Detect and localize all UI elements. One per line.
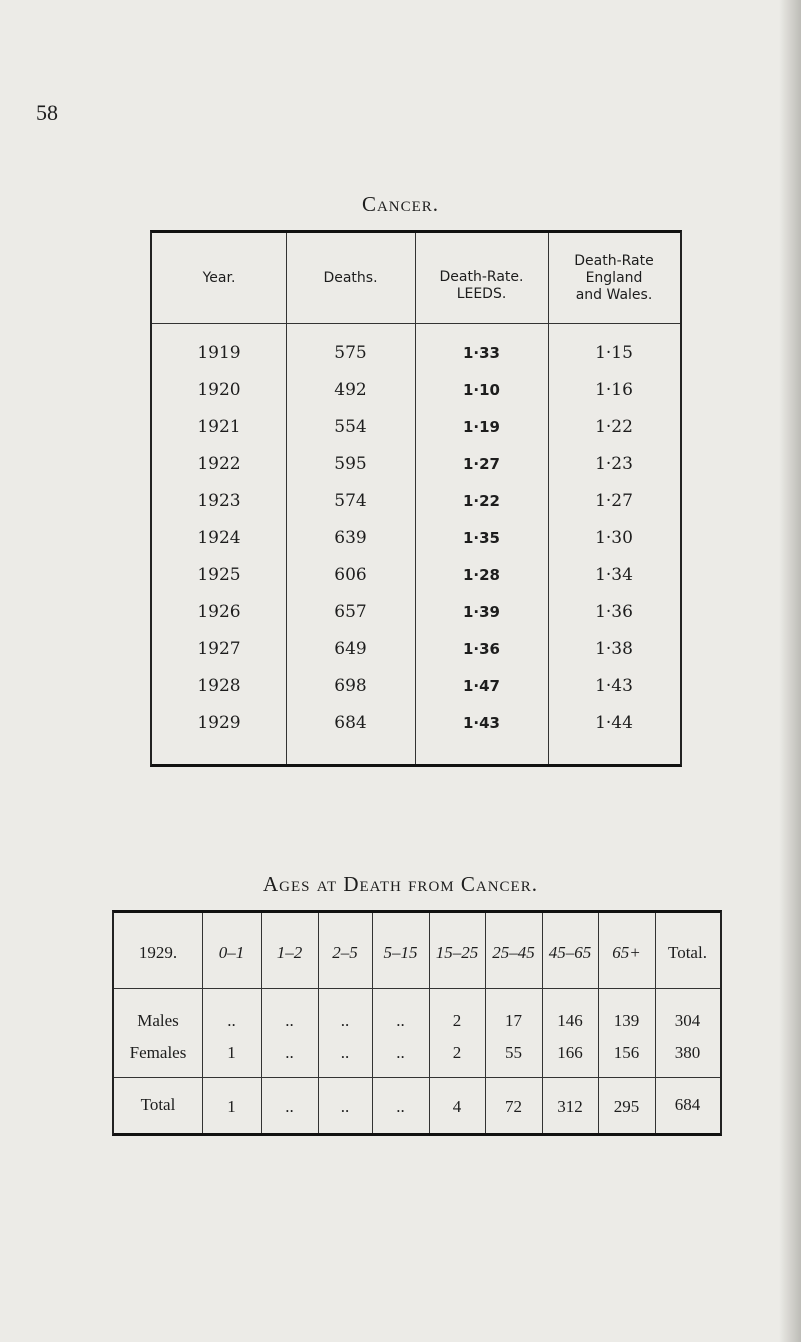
cell-value: 146: [557, 1011, 583, 1030]
cell-value: ..: [396, 1097, 405, 1116]
cell-value: ..: [285, 1043, 294, 1062]
row-label-males: Males: [137, 1011, 179, 1030]
cell-rate-england-wales: 1·16: [595, 380, 633, 400]
cell-rate-leeds: 1·35: [462, 529, 500, 547]
cell-rate-england-wales: 1·15: [595, 343, 633, 363]
cell-deaths: 554: [334, 417, 367, 437]
cell-rate-leeds: 1·10: [462, 381, 500, 399]
cell-rate-england-wales: 1·22: [595, 417, 633, 437]
ages-at-death-table: [112, 910, 722, 1136]
total-divider: [114, 1077, 720, 1078]
cell-rate-leeds: 1·39: [462, 603, 500, 621]
cell-year: 1924: [197, 528, 241, 548]
header-age-1-2: 1–2: [276, 943, 303, 962]
cell-year: 1923: [197, 491, 241, 511]
cell-year: 1921: [197, 417, 241, 437]
cell-rate-england-wales: 1·43: [595, 676, 633, 696]
table-row: [152, 336, 680, 370]
header-age-2-5: 2–5: [332, 943, 358, 962]
cell-value: 295: [613, 1097, 640, 1116]
cell-rate-england-wales: 1·30: [595, 528, 633, 548]
cell-rate-leeds: 1·43: [462, 714, 500, 732]
header-age-0-1: 0–1: [218, 943, 245, 962]
cancer-title: Cancer.: [361, 192, 440, 216]
cell-value: ..: [340, 1011, 350, 1030]
cancer-death-rate-table: [150, 230, 682, 767]
table-row: [152, 558, 680, 592]
cell-rate-england-wales: 1·36: [595, 602, 633, 622]
row-label-females: Females: [129, 1043, 187, 1062]
cell-year: 1927: [197, 639, 241, 659]
cell-value: ..: [285, 1097, 294, 1116]
header-total: Total.: [668, 943, 707, 962]
ages-title: Ages at Death from Cancer.: [263, 872, 538, 896]
cell-rate-leeds: 1·47: [462, 677, 500, 695]
cell-deaths: 595: [334, 454, 367, 474]
cell-deaths: 684: [334, 713, 367, 733]
cell-year: 1929: [197, 713, 241, 733]
cell-year: 1920: [197, 380, 241, 400]
cell-deaths: 698: [334, 676, 367, 696]
cell-value: 4: [452, 1097, 462, 1116]
cell-value: 1: [227, 1097, 236, 1116]
table-row: [152, 706, 680, 740]
table-row: [152, 410, 680, 444]
header-year: Year.: [202, 269, 236, 286]
cell-rate-leeds: 1·36: [462, 640, 500, 658]
cell-value: 156: [613, 1043, 640, 1062]
cell-value: 2: [452, 1011, 462, 1030]
header-rate-england-wales: Death-Rate England and Wales.: [574, 252, 654, 303]
cell-value: 380: [674, 1043, 701, 1062]
cell-rate-leeds: 1·27: [462, 455, 500, 473]
table-row: [152, 484, 680, 518]
cell-value: ..: [227, 1011, 236, 1030]
cell-rate-england-wales: 1·27: [595, 491, 633, 511]
cell-year: 1922: [197, 454, 241, 474]
cell-rate-leeds: 1·28: [462, 566, 500, 584]
header-age-65-plus: 65+: [612, 943, 641, 962]
cell-value: ..: [396, 1011, 405, 1030]
cell-value: 72: [505, 1097, 522, 1116]
header-age-25-45: 25–45: [492, 943, 535, 962]
table-row: [152, 669, 680, 703]
cell-deaths: 606: [334, 565, 367, 585]
cell-year: 1919: [197, 343, 241, 363]
cell-rate-england-wales: 1·34: [595, 565, 633, 585]
header-rate-leeds: Death-Rate. LEEDS.: [439, 269, 524, 302]
cell-year: 1926: [197, 602, 241, 622]
cell-rate-leeds: 1·19: [462, 418, 500, 436]
table-row: [152, 595, 680, 629]
header-age-45-65: 45–65: [548, 943, 592, 962]
cell-year: 1928: [197, 676, 241, 696]
header-deaths: Deaths.: [323, 269, 378, 286]
table-row: [152, 632, 680, 666]
cell-value: 304: [674, 1011, 701, 1030]
cell-value: 2: [452, 1043, 462, 1062]
header-age-5-15: 5–15: [383, 943, 418, 962]
header-age-15-25: 15–25: [435, 943, 479, 962]
cell-value: ..: [396, 1043, 405, 1062]
cell-rate-england-wales: 1·44: [595, 713, 633, 733]
cell-value: ..: [340, 1097, 350, 1116]
header-divider: [114, 988, 720, 989]
cell-value: 1: [227, 1043, 236, 1062]
cell-rate-leeds: 1·22: [462, 492, 500, 510]
cell-deaths: 574: [334, 491, 367, 511]
cell-rate-leeds: 1·33: [462, 344, 500, 362]
cell-deaths: 575: [334, 343, 367, 363]
cell-rate-england-wales: 1·23: [595, 454, 633, 474]
page-number: 58: [36, 100, 58, 125]
cell-deaths: 657: [334, 602, 367, 622]
cell-deaths: 492: [334, 380, 367, 400]
cell-value: 55: [505, 1043, 522, 1062]
cell-value: 166: [557, 1043, 583, 1062]
cell-value: ..: [285, 1011, 294, 1030]
cell-rate-england-wales: 1·38: [595, 639, 633, 659]
cell-value: 684: [674, 1095, 701, 1114]
table-row: [152, 373, 680, 407]
header-year: 1929.: [138, 943, 178, 962]
table-row: [152, 447, 680, 481]
cell-value: 312: [557, 1097, 583, 1116]
cell-value: 139: [613, 1011, 640, 1030]
cell-value: 17: [505, 1011, 522, 1030]
cell-year: 1925: [197, 565, 241, 585]
table-row: [152, 521, 680, 555]
cell-value: ..: [340, 1043, 350, 1062]
cell-deaths: 639: [334, 528, 367, 548]
row-label-total: Total: [140, 1095, 176, 1114]
cell-deaths: 649: [334, 639, 367, 659]
